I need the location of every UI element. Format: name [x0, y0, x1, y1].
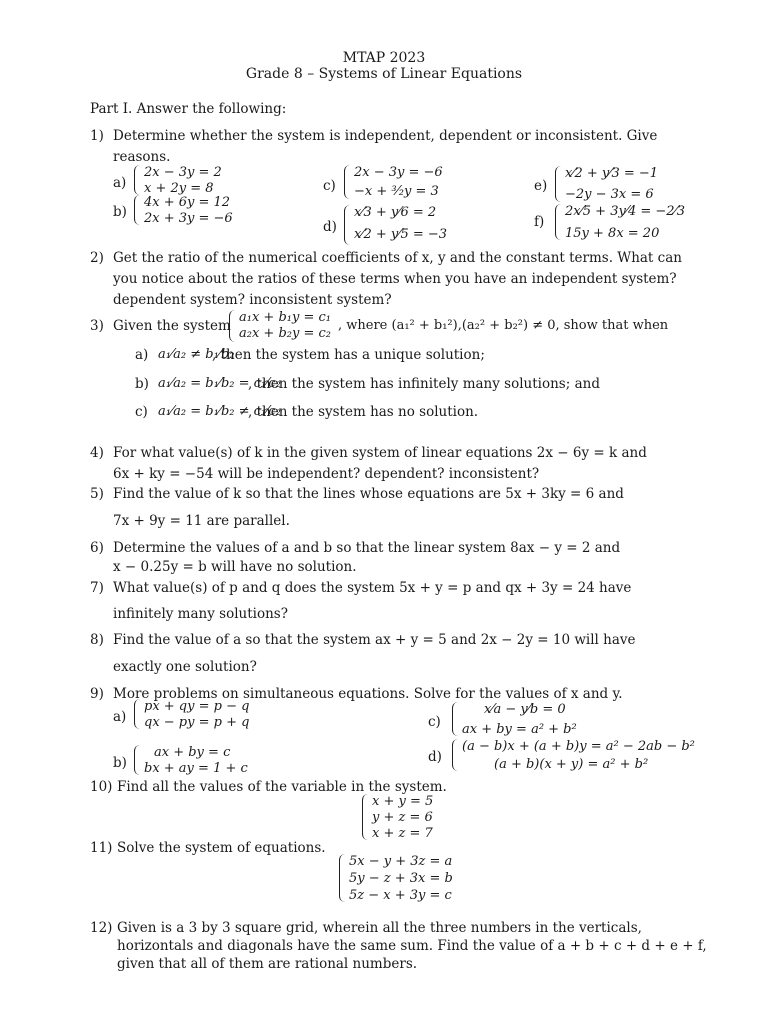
equation: ax + by = a² + b²	[462, 722, 577, 737]
brace	[229, 310, 235, 342]
q5-line2: 7x + 9y = 11 are parallel.	[113, 513, 290, 529]
q3c-expression: a₁⁄a₂ = b₁⁄b₂ ≠ c₁⁄c₂	[158, 404, 281, 419]
equation: y + z = 6	[372, 810, 433, 825]
equation: ax + by = c	[154, 745, 231, 760]
equation: (a + b)(x + y) = a² + b²	[494, 757, 649, 772]
q12-line3: given that all of them are rational numbers.	[117, 956, 418, 972]
q6-line1: Determine the values of a and b so that the linear system 8ax − y = 2 and	[113, 540, 621, 556]
q2-line1: Get the ratio of the numerical coefficients of x, y and the constant terms. What can	[113, 250, 682, 266]
q9d-label: d)	[428, 749, 442, 765]
brace	[555, 204, 561, 240]
equation: x⁄a − y⁄b = 0	[484, 702, 566, 717]
equation: x + z = 7	[372, 826, 433, 841]
q1-line2: reasons.	[113, 149, 171, 165]
q2-line2: you notice about the ratios of these terms when you have an independent system?	[113, 271, 677, 287]
q9c-label: c)	[428, 714, 441, 730]
q10-number: 10)	[90, 779, 113, 795]
q3a-expression: a₁⁄a₂ ≠ b₁⁄b₂	[158, 347, 235, 362]
equation: 2x − 3y = −6	[354, 165, 443, 180]
brace	[134, 699, 140, 729]
q4-number: 4)	[90, 445, 104, 461]
part-heading: Part I. Answer the following:	[90, 101, 287, 117]
q10-line1: Find all the values of the variable in the system.	[117, 779, 447, 795]
q12-number: 12)	[90, 920, 113, 936]
q3a-text: , then the system has a unique solution;	[212, 347, 485, 363]
q1-number: 1)	[90, 128, 104, 144]
equation: 5y − z + 3x = b	[349, 871, 453, 886]
q3-number: 3)	[90, 318, 104, 334]
q8-line1: Find the value of a so that the system ax + y = 5 and 2x − 2y = 10 will have	[113, 632, 636, 648]
brace	[452, 739, 458, 771]
q7-line1: What value(s) of p and q does the system 5x + y = p and qx + 3y = 24 have	[113, 580, 632, 596]
equation: 2x + 3y = −6	[144, 211, 233, 226]
q9-number: 9)	[90, 686, 104, 702]
brace	[134, 165, 140, 195]
q4-line2: 6x + ky = −54 will be independent? dependent? inconsistent?	[113, 466, 540, 482]
q1e-label: e)	[534, 178, 548, 194]
equation: x⁄2 + y⁄3 = −1	[565, 166, 659, 181]
q12-line1: Given is a 3 by 3 square grid, wherein all the three numbers in the verticals,	[117, 920, 642, 936]
q5-number: 5)	[90, 486, 104, 502]
q4-line1: For what value(s) of k in the given system of linear equations 2x − 6y = k and	[113, 445, 647, 461]
q8-number: 8)	[90, 632, 104, 648]
equation: x + 2y = 8	[144, 181, 214, 196]
q6-line2: x − 0.25y = b will have no solution.	[113, 559, 357, 575]
equation: px + qy = p − q	[144, 699, 250, 714]
q3a-label: a)	[135, 347, 149, 363]
equation: 5z − x + 3y = c	[349, 888, 452, 903]
brace	[134, 745, 140, 775]
doc-title: MTAP 2023	[342, 50, 426, 66]
q9b-label: b)	[113, 755, 127, 771]
q3b-text: , then the system has infinitely many solutions; and	[248, 376, 600, 392]
q3b-label: b)	[135, 376, 149, 392]
equation: a₁x + b₁y = c₁	[239, 310, 331, 325]
brace	[339, 854, 345, 902]
q3-lead: Given the system	[113, 318, 231, 334]
brace	[134, 195, 140, 225]
equation: x⁄2 + y⁄5 = −3	[354, 227, 448, 242]
q1f-label: f)	[534, 214, 545, 230]
q12-line2: horizontals and diagonals have the same sum. Find the value of a + b + c + d + e + f,	[117, 938, 707, 954]
brace	[555, 166, 561, 202]
q3-tail: , where (a₁² + b₁²),(a₂² + b₂²) ≠ 0, show that when	[338, 318, 669, 333]
q2-line3: dependent system? inconsistent system?	[113, 292, 392, 308]
equation: a₂x + b₂y = c₂	[239, 326, 331, 341]
q1b-label: b)	[113, 204, 127, 220]
equation: 2x⁄5 + 3y⁄4 = −2⁄3	[565, 204, 686, 219]
q3b-expression: a₁⁄a₂ = b₁⁄b₂ = c₁⁄c₂	[158, 376, 281, 391]
equation: x⁄3 + y⁄6 = 2	[354, 205, 437, 220]
q11-number: 11)	[90, 840, 113, 856]
brace	[452, 702, 458, 736]
q7-line2: infinitely many solutions?	[113, 606, 288, 622]
q9a-label: a)	[113, 709, 127, 725]
equation: −x + ³⁄₂y = 3	[354, 184, 439, 199]
q1a-label: a)	[113, 175, 127, 191]
brace	[362, 794, 368, 840]
doc-subtitle: Grade 8 – Systems of Linear Equations	[245, 66, 523, 82]
equation: 4x + 6y = 12	[144, 195, 231, 210]
q8-line2: exactly one solution?	[113, 659, 257, 675]
brace	[344, 205, 350, 245]
equation: (a − b)x + (a + b)y = a² − 2ab − b²	[462, 739, 695, 754]
q1d-label: d)	[323, 219, 337, 235]
brace	[344, 165, 350, 199]
equation: 5x − y + 3z = a	[349, 854, 453, 869]
equation: x + y = 5	[372, 794, 434, 809]
equation: bx + ay = 1 + c	[144, 761, 248, 776]
q2-number: 2)	[90, 250, 104, 266]
equation: 15y + 8x = 20	[565, 226, 660, 241]
q3c-label: c)	[135, 404, 148, 420]
q3c-text: , then the system has no solution.	[248, 404, 479, 420]
equation: −2y − 3x = 6	[565, 187, 654, 202]
q5-line1: Find the value of k so that the lines whose equations are 5x + 3ky = 6 and	[113, 486, 624, 502]
q9-line1: More problems on simultaneous equations. Solve for the values of x and y.	[113, 686, 623, 702]
q1c-label: c)	[323, 178, 336, 194]
equation: qx − py = p + q	[144, 715, 250, 730]
q11-line1: Solve the system of equations.	[117, 840, 326, 856]
q1-line1: Determine whether the system is independent, dependent or inconsistent. Give	[113, 128, 658, 144]
equation: 2x − 3y = 2	[144, 165, 222, 180]
q7-number: 7)	[90, 580, 104, 596]
q6-number: 6)	[90, 540, 104, 556]
